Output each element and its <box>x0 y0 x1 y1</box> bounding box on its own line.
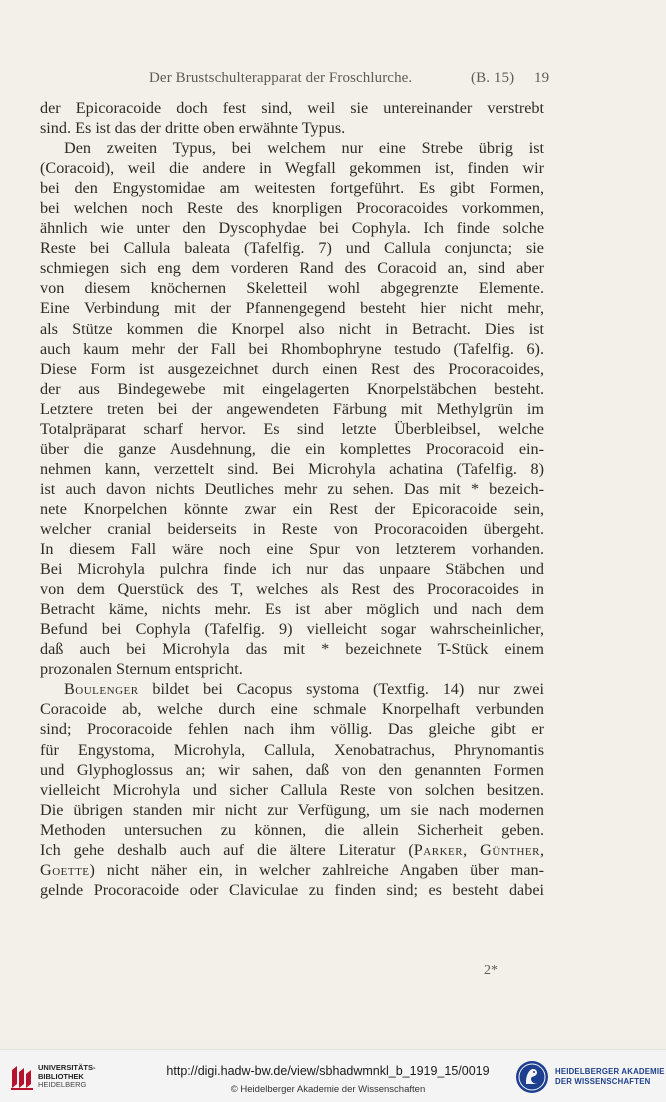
body-line: und Glyphoglossus an; wir sahen, daß von den genannten Formen <box>40 760 544 779</box>
body-line: Letztere treten bei der angewendeten Färbung mit Methylgrün im <box>40 399 544 418</box>
body-line: bei welchen noch Reste des knorpligen Procoracoides vorkommen, <box>40 199 544 218</box>
academy-name-line-2: DER WISSENSCHAFTEN <box>555 1076 651 1086</box>
body-line: prozonalen Sternum entspricht. <box>40 660 243 679</box>
body-line: bei den Engystomidae am weitesten fortgeführt. Es gibt Formen, <box>40 179 544 198</box>
body-line: Reste bei Callula baleata (Tafelfig. 7) und Callula conjuncta; sie <box>40 239 544 258</box>
university-library-logo-icon[interactable] <box>8 1062 38 1092</box>
viewer-footer <box>0 1049 666 1102</box>
body-line: Befund bei Cophyla (Tafelfig. 9) vielleicht sogar wahrscheinlicher, <box>40 620 544 639</box>
academy-name <box>555 1067 665 1086</box>
body-line: für Engystoma, Microhyla, Callula, Xenobatrachus, Phrynomantis <box>40 740 544 759</box>
body-line: sind. Es ist das der dritte oben erwähnte Typus. <box>40 119 346 138</box>
body-line: vielleicht Microhyla und sicher Callula Reste von solchen besitzen. <box>40 780 544 799</box>
body-line: schmiegen sich eng dem vorderen Rand des Coracoid an, sind aber <box>40 259 544 278</box>
body-line: Diese Form ist ausgezeichnet durch einen Rest des Procoracoides, <box>40 359 544 378</box>
body-line: von diesem knöchernen Skeletteil wohl abgegrenzte Elemente. <box>40 279 544 298</box>
body-line: der Epicoracoide doch fest sind, weil sie untereinander verstrebt <box>40 99 544 117</box>
university-library-name <box>38 1064 96 1090</box>
body-line: sind; Procoracoide fehlen nach ihm völlig. Das gleiche gibt er <box>40 720 544 739</box>
body-line: Ich gehe deshalb auch auf die ältere Literatur (Parker, Günther, <box>40 840 545 859</box>
body-line: daß auch bei Microhyla das mit * bezeichnete T-Stück einem <box>40 640 544 659</box>
page-number: 19 <box>534 70 550 86</box>
body-line: Bei Microhyla pulchra finde ich nur das unpaare Stäbchen und <box>40 560 544 579</box>
library-name-line-1: UNIVERSITÄTS- <box>38 1063 96 1072</box>
body-line: der aus Bindegewebe mit eingelagerten Knorpelstäbchen besteht. <box>40 379 544 398</box>
copyright-notice: © Heidelberger Akademie der Wissenschaften <box>230 1084 426 1095</box>
running-head-title: Der Brustschulterapparat der Froschlurche. <box>149 70 413 86</box>
body-line: Totalpräparat scharf hervor. Es sind letzte Überbleibsel, welche <box>40 419 544 438</box>
running-head-reference: (B. 15) <box>471 70 515 86</box>
body-line: über die ganze Ausdehnung, die ein komplettes Procoracoid ein- <box>40 439 544 458</box>
body-line: Die übrigen standen mir nicht zur Verfügung, um sie nach modernen <box>40 800 544 819</box>
academy-seal-icon[interactable] <box>515 1060 549 1094</box>
body-line: als Stütze kommen die Knorpel also nicht in Betracht. Dies ist <box>40 319 544 338</box>
body-line: In diesem Fall wäre noch eine Spur von letzterem vorhanden. <box>40 540 544 559</box>
body-line: nete Knorpelchen könnte zwar ein Rest der Epicoracoide sein, <box>40 499 544 518</box>
body-line: (Coracoid), weil die andere in Wegfall gekommen ist, finden wir <box>40 159 544 178</box>
academy-name-line-1: HEIDELBERGER AKADEMIE <box>555 1067 665 1076</box>
signature-mark: 2* <box>484 963 498 978</box>
body-line: von dem Querstück des T, welches als Rest des Procoracoides in <box>40 580 544 599</box>
body-line: Betracht käme, nichts mehr. Es ist aber möglich und nach dem <box>40 600 544 619</box>
body-line: ist auch davon nichts Deutliches mehr zu sehen. Das mit * bezeich- <box>40 479 544 498</box>
library-name-line-3: HEIDELBERG <box>38 1080 87 1089</box>
body-line: Boulenger bildet bei Cacopus systoma (Textfig. 14) nur zwei <box>64 680 544 699</box>
body-line: auch kaum mehr der Fall bei Rhombophryne testudo (Tafelfig. 6). <box>40 339 544 358</box>
body-line: Eine Verbindung mit der Pfannengegend besteht hier nicht mehr, <box>40 299 544 318</box>
body-line: Methoden untersuchen zu können, die allein Sicherheit geben. <box>40 820 544 839</box>
library-name-line-2: BIBLIOTHEK <box>38 1071 84 1081</box>
body-line: Den zweiten Typus, bei welchem nur eine Strebe übrig ist <box>64 139 544 158</box>
body-line: ähnlich wie unter den Dyscophydae bei Cophyla. Ich finde solche <box>40 219 544 238</box>
body-line: welcher cranial beiderseits in Reste von Procoracoiden übergeht. <box>40 519 544 538</box>
body-line: Coracoide ab, welche durch eine schmale Knorpelhaft verbunden <box>40 700 544 719</box>
body-line: nehmen kann, verzettelt sind. Bei Microhyla achatina (Tafelfig. 8) <box>40 459 544 478</box>
body-text <box>40 98 544 900</box>
body-line: gelnde Procoracoide oder Claviculae zu finden sind; es besteht dabei <box>40 880 544 899</box>
body-line: Goette) nicht näher ein, in welcher zahlreiche Angaben über man- <box>40 860 544 879</box>
permalink-url[interactable]: http://digi.hadw-bw.de/view/sbhadwmnkl_b_1919_15/0019 <box>166 1064 490 1078</box>
